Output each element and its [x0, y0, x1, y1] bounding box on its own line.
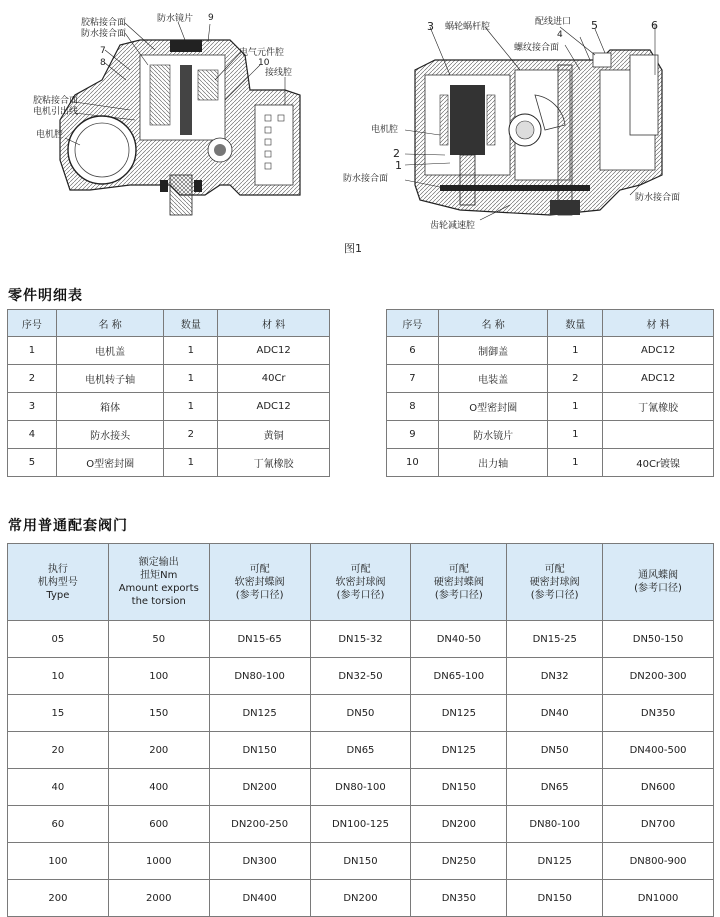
callout-waterproof-face-right: 防水接合面	[635, 193, 681, 203]
table-cell	[603, 421, 714, 449]
table-row	[8, 421, 330, 449]
table-cell: DN350	[411, 880, 507, 917]
valves-header-cell	[310, 544, 411, 621]
header-index: 序号	[387, 310, 439, 337]
table-cell: 15	[8, 695, 109, 732]
table-cell: 2	[8, 365, 57, 393]
table-cell: 40	[8, 769, 109, 806]
table-cell: ADC12	[603, 337, 714, 365]
parts-table-right-header	[387, 310, 714, 337]
table-cell: 1	[164, 365, 218, 393]
callout-number-1: 1	[395, 159, 402, 172]
header-index: 序号	[8, 310, 57, 337]
table-cell: DN700	[603, 806, 714, 843]
table-row	[8, 732, 714, 769]
table-cell: 2	[164, 421, 218, 449]
header-line: 可配	[249, 563, 270, 575]
table-cell: 1	[548, 449, 603, 477]
header-line: 机构型号	[37, 576, 78, 588]
table-cell: DN150	[310, 843, 411, 880]
table-row	[8, 449, 330, 477]
table-cell: DN150	[507, 880, 603, 917]
table-cell: 40Cr镀镍	[603, 449, 714, 477]
table-cell: 200	[8, 880, 109, 917]
callout-worm-cavity: 蜗轮蜗杆腔	[445, 22, 491, 32]
callout-glue-face-mid: 胶粘接合面	[33, 96, 79, 106]
table-cell: O型密封圈	[438, 393, 548, 421]
header-line: (参考口径)	[235, 589, 284, 601]
table-cell: 150	[108, 695, 209, 732]
table-cell: 电机盖	[56, 337, 164, 365]
header-line: 扭矩Nm	[140, 570, 178, 581]
valves-header-cell	[8, 544, 109, 621]
table-cell: 60	[8, 806, 109, 843]
callout-number-8: 8	[100, 58, 106, 68]
table-cell: 丁氰橡胶	[603, 393, 714, 421]
valves-header-cell	[507, 544, 603, 621]
table-cell: DN65-100	[411, 658, 507, 695]
header-name: 名 称	[56, 310, 164, 337]
valves-table-body	[8, 621, 714, 917]
header-material: 材 料	[603, 310, 714, 337]
callout-number-10: 10	[258, 58, 270, 68]
callout-electric-cavity: 电气元件腔	[239, 48, 285, 58]
table-cell: 6	[387, 337, 439, 365]
callout-motor-cavity-right: 电机腔	[371, 125, 399, 135]
table-cell: 1	[164, 449, 218, 477]
table-cell: 出力轴	[438, 449, 548, 477]
header-line: 硬密封球阀	[529, 576, 580, 588]
table-cell: 2000	[108, 880, 209, 917]
valves-header-cell	[108, 544, 209, 621]
header-line: Amount exports	[118, 583, 199, 594]
callout-thread-face: 螺纹接合面	[514, 43, 560, 53]
callout-number-6: 6	[651, 19, 658, 32]
table-cell: DN600	[603, 769, 714, 806]
table-row	[387, 365, 714, 393]
figure-caption: 图1	[344, 242, 362, 255]
parts-table-right-body	[387, 337, 714, 477]
table-row	[8, 658, 714, 695]
header-line: 可配	[350, 563, 371, 575]
table-row	[8, 695, 714, 732]
table-row	[8, 337, 330, 365]
table-cell: DN80-100	[507, 806, 603, 843]
table-cell: 3	[8, 393, 57, 421]
table-cell: DN80-100	[209, 658, 310, 695]
table-cell: 制御盖	[438, 337, 548, 365]
table-cell: DN15-32	[310, 621, 411, 658]
header-line: 可配	[448, 563, 469, 575]
table-cell: 9	[387, 421, 439, 449]
table-cell: DN400	[209, 880, 310, 917]
table-cell: 20	[8, 732, 109, 769]
table-cell: DN15-65	[209, 621, 310, 658]
table-cell: 50	[108, 621, 209, 658]
table-cell: 黄铜	[218, 421, 330, 449]
header-qty: 数量	[548, 310, 603, 337]
parts-table-right	[386, 309, 714, 477]
table-row	[8, 769, 714, 806]
table-cell: 1	[548, 421, 603, 449]
table-cell: 10	[8, 658, 109, 695]
table-cell: 05	[8, 621, 109, 658]
table-cell: DN40-50	[411, 621, 507, 658]
callout-number-7: 7	[100, 46, 106, 56]
header-line: (参考口径)	[434, 589, 483, 601]
table-row	[8, 393, 330, 421]
callout-number-9: 9	[208, 13, 214, 23]
header-line: the torsion	[131, 596, 186, 607]
table-cell: DN200-300	[603, 658, 714, 695]
table-row	[8, 806, 714, 843]
callout-number-2: 2	[393, 147, 400, 160]
parts-table-left-header	[8, 310, 330, 337]
table-cell: ADC12	[603, 365, 714, 393]
table-row	[387, 421, 714, 449]
table-row	[387, 337, 714, 365]
header-line: 软密封蝶阀	[234, 576, 285, 588]
table-cell: DN125	[209, 695, 310, 732]
table-cell: DN250	[411, 843, 507, 880]
parts-section-title: 零件明细表	[8, 288, 83, 304]
callout-gear-cavity: 齿轮减速腔	[430, 221, 476, 231]
table-cell: 7	[387, 365, 439, 393]
header-line: 执行	[47, 563, 68, 575]
table-cell: 电装盖	[438, 365, 548, 393]
valves-section-title: 常用普通配套阀门	[8, 518, 128, 534]
table-cell: DN15-25	[507, 621, 603, 658]
table-cell: 100	[108, 658, 209, 695]
table-cell: DN200	[310, 880, 411, 917]
header-line: Type	[46, 589, 70, 601]
table-cell: 箱体	[56, 393, 164, 421]
table-cell: 8	[387, 393, 439, 421]
table-cell: DN32-50	[310, 658, 411, 695]
table-cell: 1	[8, 337, 57, 365]
table-cell: DN200	[209, 769, 310, 806]
table-cell: 200	[108, 732, 209, 769]
table-row	[8, 880, 714, 917]
table-row	[8, 843, 714, 880]
header-qty: 数量	[164, 310, 218, 337]
header-line: 软密封球阀	[335, 576, 386, 588]
table-row	[8, 365, 330, 393]
table-cell: DN125	[411, 695, 507, 732]
table-cell: O型密封圈	[56, 449, 164, 477]
table-cell: 10	[387, 449, 439, 477]
header-line: (参考口径)	[634, 583, 682, 594]
valves-header-cell	[603, 544, 714, 621]
table-cell: DN350	[603, 695, 714, 732]
table-cell: DN32	[507, 658, 603, 695]
table-cell: DN200-250	[209, 806, 310, 843]
table-cell: DN300	[209, 843, 310, 880]
table-cell: 1	[548, 393, 603, 421]
table-cell: 4	[8, 421, 57, 449]
header-line: 额定输出	[138, 557, 179, 568]
callout-number-4: 4	[557, 30, 563, 40]
table-cell: DN1000	[603, 880, 714, 917]
callout-motor-lead: 电机引出线	[33, 107, 79, 117]
callout-number-3: 3	[427, 20, 434, 33]
callout-glue-face-top: 胶粘接合面	[81, 18, 127, 28]
table-cell: DN150	[209, 732, 310, 769]
table-cell: 600	[108, 806, 209, 843]
table-cell: DN50-150	[603, 621, 714, 658]
callout-motor-cavity-left: 电机腔	[36, 130, 64, 140]
table-cell: DN65	[507, 769, 603, 806]
callout-wiring-cavity: 接线腔	[265, 68, 293, 78]
header-line: (参考口径)	[336, 589, 385, 601]
table-cell: 100	[8, 843, 109, 880]
table-cell: DN80-100	[310, 769, 411, 806]
table-cell: DN100-125	[310, 806, 411, 843]
table-cell: 40Cr	[218, 365, 330, 393]
table-cell: DN50	[310, 695, 411, 732]
table-cell: 1000	[108, 843, 209, 880]
table-cell: 防水镜片	[438, 421, 548, 449]
table-cell: 电机转子轴	[56, 365, 164, 393]
header-name: 名 称	[438, 310, 548, 337]
callout-waterproof-mirror: 防水镜片	[157, 14, 194, 24]
header-line: 可配	[544, 563, 565, 575]
table-cell: 丁氰橡胶	[218, 449, 330, 477]
table-cell: 1	[548, 337, 603, 365]
callout-waterproof-face-left: 防水接合面	[343, 174, 389, 184]
valves-header-cell	[411, 544, 507, 621]
table-cell: 1	[164, 393, 218, 421]
table-cell: DN400-500	[603, 732, 714, 769]
table-cell: 1	[164, 337, 218, 365]
header-material: 材 料	[218, 310, 330, 337]
header-line: 通风蝶阀	[638, 570, 679, 581]
header-line: 硬密封蝶阀	[433, 576, 484, 588]
table-cell: 5	[8, 449, 57, 477]
table-row	[387, 449, 714, 477]
table-cell: 防水接头	[56, 421, 164, 449]
valves-table-header	[8, 544, 714, 621]
table-cell: ADC12	[218, 393, 330, 421]
table-cell: DN200	[411, 806, 507, 843]
table-cell: ADC12	[218, 337, 330, 365]
valves-header-cell	[209, 544, 310, 621]
table-cell: DN50	[507, 732, 603, 769]
parts-table-left	[7, 309, 330, 477]
valves-table	[7, 543, 714, 917]
table-cell: DN800-900	[603, 843, 714, 880]
callout-waterproof-face-top: 防水接合面	[81, 29, 127, 39]
table-cell: DN40	[507, 695, 603, 732]
table-cell: DN65	[310, 732, 411, 769]
table-cell: DN150	[411, 769, 507, 806]
table-row	[387, 393, 714, 421]
table-cell: DN125	[411, 732, 507, 769]
table-cell: DN125	[507, 843, 603, 880]
table-cell: 400	[108, 769, 209, 806]
header-line: (参考口径)	[530, 589, 579, 601]
callout-wire-inlet: 配线进口	[535, 17, 572, 27]
table-row	[8, 621, 714, 658]
callout-number-5: 5	[591, 19, 598, 32]
left-cross-section-drawing	[30, 10, 320, 225]
parts-table-left-body	[8, 337, 330, 477]
table-cell: 2	[548, 365, 603, 393]
